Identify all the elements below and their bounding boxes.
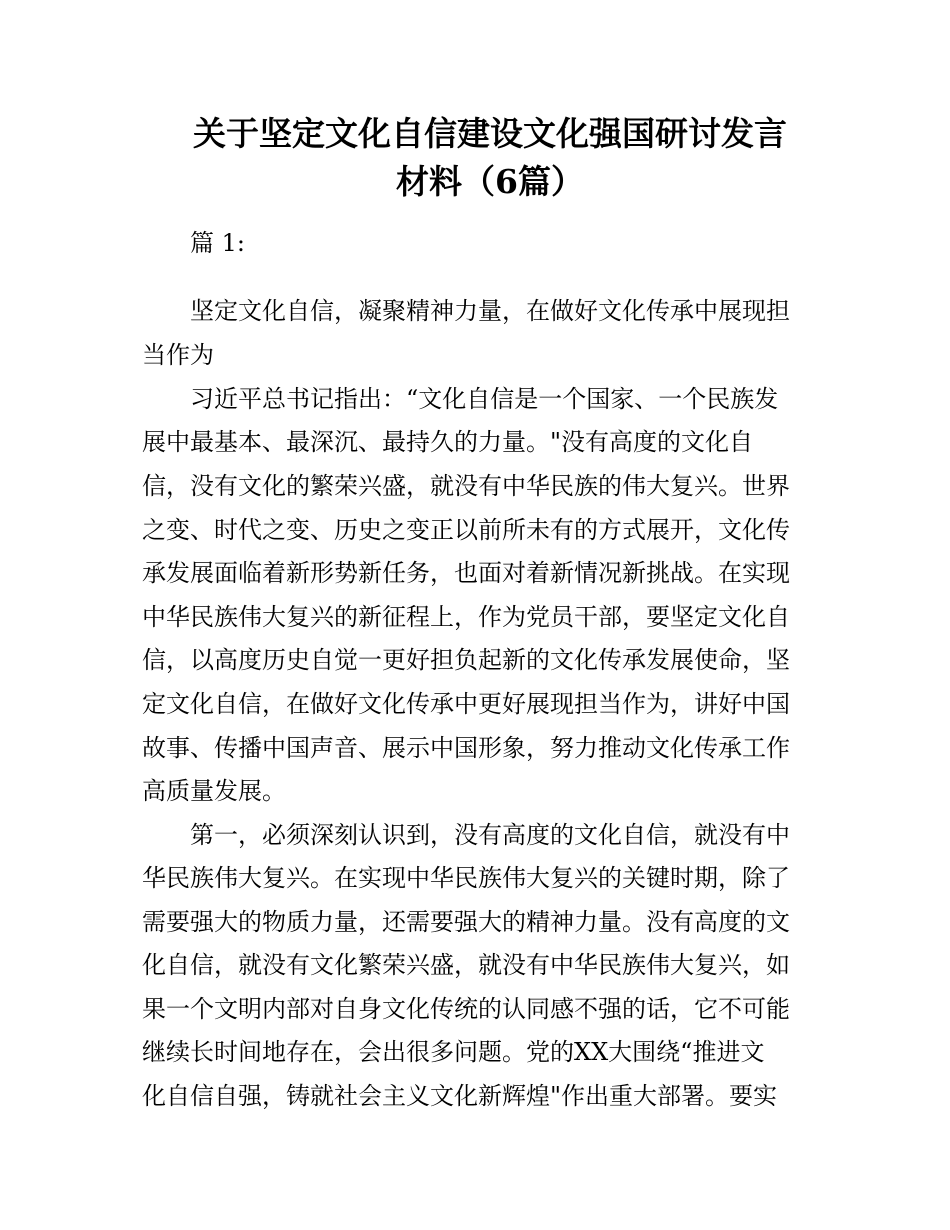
paragraph-line: 信，没有文化的繁荣兴盛，就没有中华民族的伟大复兴。世界	[142, 472, 790, 500]
paragraph-line: 习近平总书记指出：“文化自信是一个国家、一个民族发	[190, 385, 779, 413]
subtitle-line: 当作为	[142, 341, 214, 369]
paragraph-line: 继续长时间地存在，会出很多问题。党的XX大围绕“推进文	[142, 1038, 765, 1066]
paragraph-line: 中华民族伟大复兴的新征程上，作为党员干部，要坚定文化自	[142, 603, 790, 631]
paragraph-line: 高质量发展。	[142, 777, 286, 805]
paragraph-line: 故事、传播中国声音、展示中国形象，努力推动文化传承工作	[142, 734, 790, 762]
section-heading: 篇 1:	[190, 229, 245, 257]
subtitle-line: 坚定文化自信，凝聚精神力量，在做好文化传承中展现担	[190, 297, 790, 325]
paragraph-line: 信，以高度历史自觉一更好担负起新的文化传承发展使命，坚	[142, 646, 790, 674]
paragraph-line: 第一，必须深刻认识到，没有高度的文化自信，就没有中	[190, 821, 790, 849]
paragraph-line: 果一个文明内部对自身文化传统的认同感不强的话，它不可能	[142, 995, 790, 1023]
paragraph-line: 展中最基本、最深沉、最持久的力量。"没有高度的文化自	[142, 428, 754, 456]
paragraph-line: 华民族伟大复兴。在实现中华民族伟大复兴的关键时期，除了	[142, 864, 790, 892]
paragraph-line: 需要强大的物质力量，还需要强大的精神力量。没有高度的文	[142, 908, 790, 936]
paragraph-line: 定文化自信，在做好文化传承中更好展现担当作为，讲好中国	[142, 690, 790, 718]
paragraph-line: 化自信，就没有文化繁荣兴盛，就没有中华民族伟大复兴，如	[142, 951, 790, 979]
document-title-line-1: 关于坚定文化自信建设文化强国研讨发言	[193, 114, 787, 153]
paragraph-line: 承发展面临着新形势新任务，也面对着新情况新挑战。在实现	[142, 559, 790, 587]
paragraph-line: 化自信自强，铸就社会主义文化新辉煌"作出重大部署。要实	[142, 1082, 778, 1110]
document-title-line-2: 材料（6篇）	[396, 162, 584, 201]
paragraph-line: 之变、时代之变、历史之变正以前所未有的方式展开，文化传	[142, 516, 790, 544]
